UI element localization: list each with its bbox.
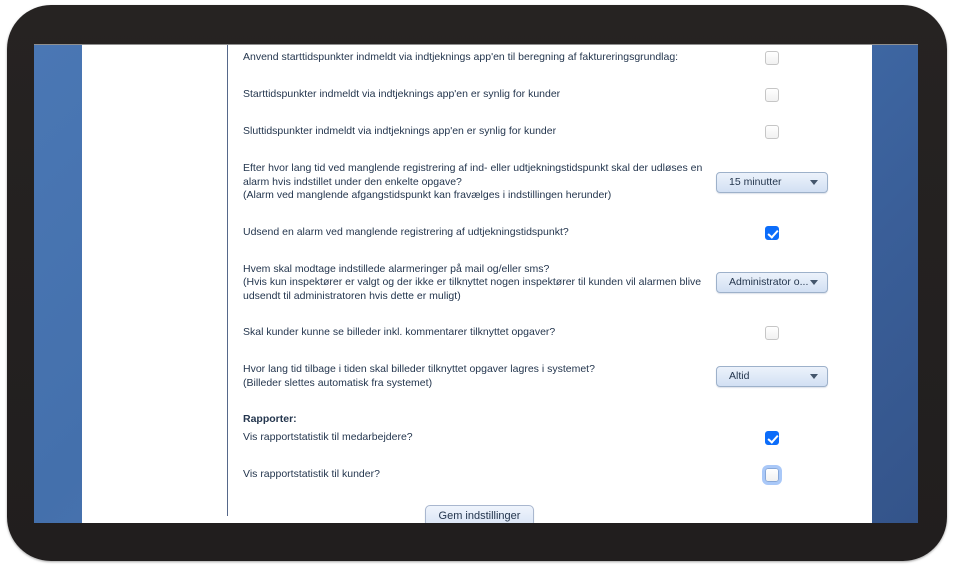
dropdown-selected-value: 15 minutter xyxy=(729,175,782,188)
settings-row xyxy=(243,162,828,203)
setting-label xyxy=(243,326,716,340)
setting-control xyxy=(716,51,828,65)
customers-see-photos-checkbox[interactable] xyxy=(765,326,779,340)
setting-control xyxy=(716,431,828,445)
setting-label xyxy=(243,226,716,240)
setting-label-text: Udsend en alarm ved manglende registrering af udtjekningstidspunkt? xyxy=(243,225,569,238)
alarm-missing-checkout-checkbox[interactable] xyxy=(765,226,779,240)
setting-label xyxy=(243,125,716,139)
setting-label xyxy=(243,468,716,482)
setting-label xyxy=(243,263,716,304)
setting-label xyxy=(243,363,716,390)
settings-row xyxy=(243,263,828,304)
use-start-times-for-billing-checkbox[interactable] xyxy=(765,51,779,65)
settings-row xyxy=(243,468,828,482)
setting-label-text: Efter hvor lang tid ved manglende registrering af ind- eller udtjekningstidspunkt skal der udløses en alarm hvis indstillet under den enkelte opgave? xyxy=(243,162,703,188)
settings-row xyxy=(243,226,828,240)
setting-label-text: Hvor lang tid tilbage i tiden skal billeder tilknyttet opgaver lagres i systemet? xyxy=(243,363,595,375)
end-times-visible-to-customers-checkbox[interactable] xyxy=(765,125,779,139)
chevron-down-icon xyxy=(810,280,818,285)
setting-label-text: Vis rapportstatistik til medarbejdere? xyxy=(243,430,413,443)
setting-control xyxy=(716,172,828,193)
chevron-down-icon xyxy=(810,180,818,185)
setting-label-text: Anvend starttidspunkter indmeldt via indtjeknings app'en til beregning af faktureringsgrundlag: xyxy=(243,51,679,64)
screen xyxy=(34,44,918,523)
setting-control xyxy=(716,272,828,293)
settings-row xyxy=(243,88,828,102)
setting-note: (Billeder slettes automatisk fra systemet) xyxy=(243,376,433,389)
settings-row xyxy=(243,125,828,139)
setting-label xyxy=(243,88,716,102)
dropdown-selected-value: Altid xyxy=(729,369,750,382)
setting-control xyxy=(716,226,828,240)
setting-label-text: Skal kunder kunne se billeder inkl. kommentarer tilknyttet opgaver? xyxy=(243,326,556,339)
settings-row xyxy=(243,51,828,65)
chevron-down-icon xyxy=(810,374,818,379)
setting-control xyxy=(716,125,828,139)
settings-page xyxy=(82,45,872,523)
tablet-device-frame xyxy=(7,5,947,561)
setting-label xyxy=(243,431,716,445)
setting-label-text: Sluttidspunkter indmeldt via indtjeknings app'en er synlig for kunder xyxy=(243,125,557,138)
setting-label-text: Hvem skal modtage indstillede alarmeringer på mail og/eller sms? xyxy=(243,262,550,275)
setting-note: (Hvis kun inspektører er valgt og der ikke er tilknyttet nogen inspektører til kunden vil alarmen blive udsendt til administratoren hvis dette er muligt) xyxy=(243,276,702,302)
alarm-recipients-dropdown[interactable] xyxy=(716,272,828,293)
save-button-row xyxy=(243,505,716,524)
settings-rows xyxy=(243,51,828,482)
setting-note: (Alarm ved manglende afgangstidspunkt kan fravælges i indstillingen herunder) xyxy=(243,189,612,201)
report-stats-customers-checkbox[interactable] xyxy=(765,468,779,482)
settings-row xyxy=(243,326,828,340)
photo-retention-period-dropdown[interactable] xyxy=(716,366,828,387)
settings-row xyxy=(243,431,828,445)
missing-registration-alarm-delay-dropdown[interactable] xyxy=(716,172,828,193)
setting-label-text: Starttidspunkter indmeldt via indtjeknings app'en er synlig for kunder xyxy=(243,88,561,101)
setting-control xyxy=(716,88,828,102)
setting-control xyxy=(716,326,828,340)
settings-row xyxy=(243,363,828,390)
section-heading: Rapporter: xyxy=(243,413,297,425)
setting-label-text: Vis rapportstatistik til kunder? xyxy=(243,467,380,480)
setting-label xyxy=(243,162,716,203)
dropdown-selected-value: Administrator o... xyxy=(729,276,809,288)
report-stats-employees-checkbox[interactable] xyxy=(765,431,779,445)
setting-control xyxy=(716,366,828,387)
start-times-visible-to-customers-checkbox[interactable] xyxy=(765,88,779,102)
settings-form xyxy=(228,45,872,523)
setting-control xyxy=(716,468,828,482)
save-settings-button[interactable]: Gem indstillinger xyxy=(425,505,535,524)
setting-label xyxy=(243,51,716,65)
